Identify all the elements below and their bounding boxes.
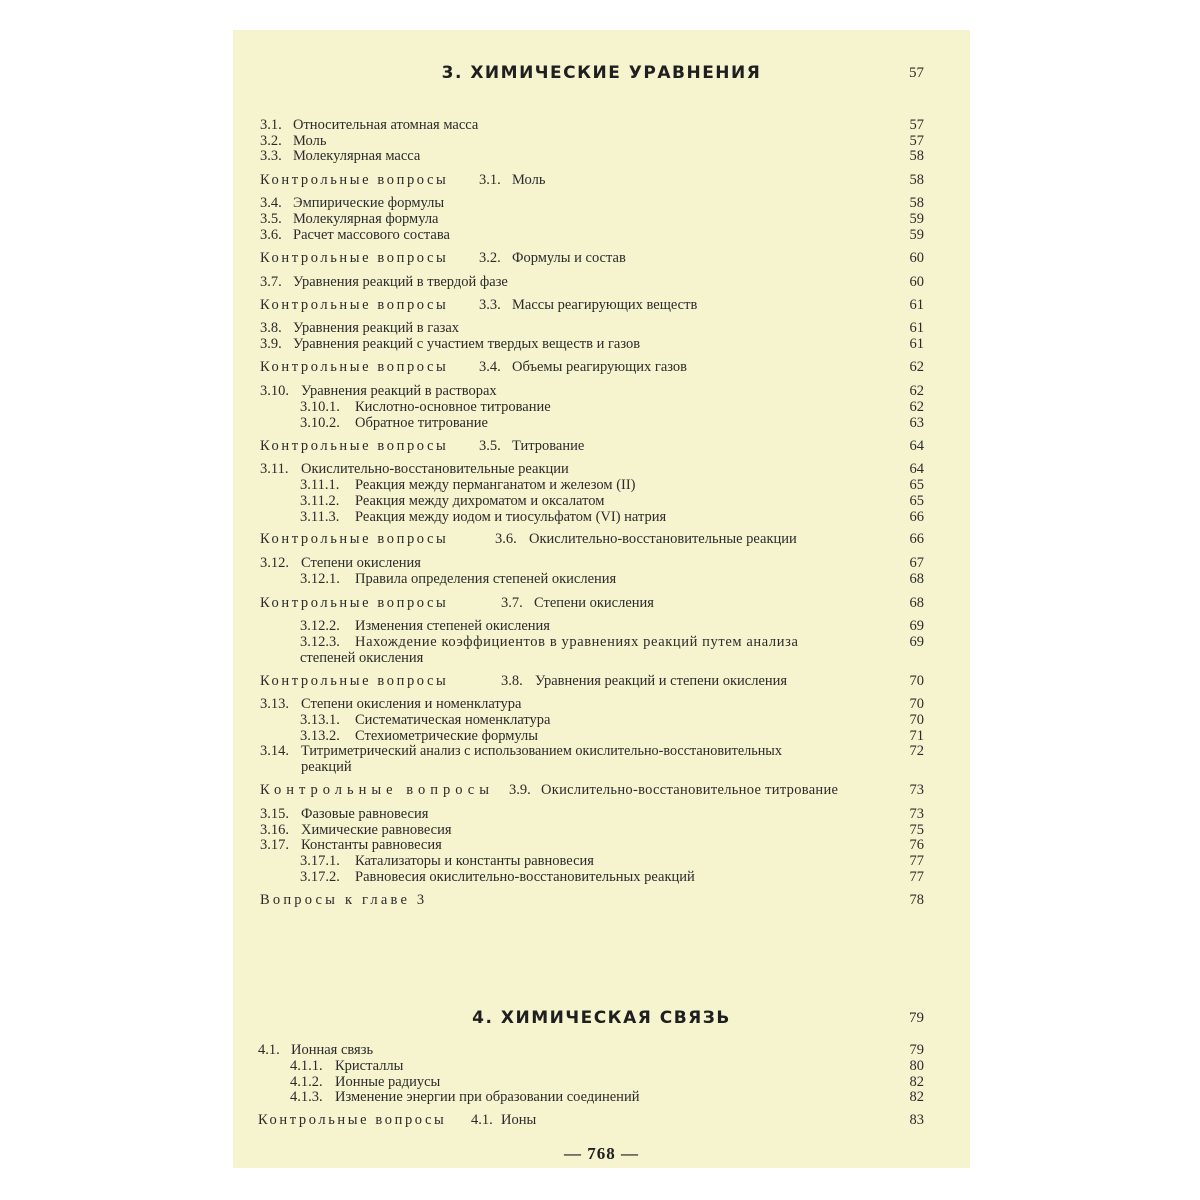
entry-title: Химические равновесия: [301, 822, 452, 838]
entry-number: 3.16.: [260, 822, 289, 838]
entry-page: 67: [909, 555, 924, 571]
entry-number: 4.1.2.: [290, 1074, 323, 1090]
entry-page: 77: [909, 853, 924, 869]
review-questions-label: Контрольные вопросы: [260, 673, 449, 689]
entry-page: 58: [909, 172, 924, 188]
entry-number: 3.12.: [260, 555, 289, 571]
review-questions-title: Моль: [512, 172, 546, 188]
toc-subentry: [233, 1089, 970, 1105]
entry-page: 82: [909, 1089, 924, 1105]
entry-number: 3.7.: [260, 274, 282, 290]
entry-title: Уравнения реакций в газах: [293, 320, 460, 336]
entry-number: 3.17.2.: [300, 869, 340, 885]
review-questions-number: 4.1.: [471, 1112, 493, 1128]
entry-page: 68: [909, 595, 924, 611]
review-questions-title: Ионы: [501, 1112, 537, 1128]
toc-entry: [233, 383, 970, 399]
toc-entry: [233, 461, 970, 477]
entry-page: 59: [909, 227, 924, 243]
entry-title: Молекулярная формула: [293, 211, 439, 227]
review-questions-entry: [233, 782, 970, 798]
chapter-heading: [233, 62, 970, 84]
entry-title: Моль: [293, 133, 327, 149]
entry-page: 70: [909, 696, 924, 712]
entry-page: 82: [909, 1074, 924, 1090]
entry-title: Фазовые равновесия: [301, 806, 429, 822]
chapter-title: 4. ХИМИЧЕСКАЯ СВЯЗЬ: [472, 1008, 731, 1028]
toc-subentry: [233, 1058, 970, 1074]
toc-entry: [233, 320, 970, 336]
entry-page: 61: [909, 320, 924, 336]
entry-title: Равновесия окислительно-восстановительных реакций: [355, 869, 695, 885]
entry-number: 3.10.1.: [300, 399, 340, 415]
toc-entry: [233, 555, 970, 571]
toc-entry: [233, 837, 970, 853]
entry-page: 71: [909, 728, 924, 744]
entry-number: 3.17.: [260, 837, 289, 853]
review-questions-entry: [233, 531, 970, 547]
toc-subentry: [233, 493, 970, 509]
review-questions-title: Окислительно-восстановительное титрование: [541, 782, 839, 798]
toc-subentry: [233, 477, 970, 493]
chapter-page-number: 57: [909, 65, 924, 81]
review-questions-title: Окислительно-восстановительные реакции: [529, 531, 797, 547]
entry-number: 3.15.: [260, 806, 289, 822]
entry-number: 3.4.: [260, 195, 282, 211]
entry-title: Изменения степеней окисления: [355, 618, 550, 634]
entry-title: Степени окисления и номенклатура: [301, 696, 522, 712]
entry-number: 3.10.2.: [300, 415, 340, 431]
entry-number: 3.12.3.: [300, 634, 340, 650]
entry-number: 3.11.1.: [300, 477, 340, 493]
chapter-heading: [233, 1007, 970, 1029]
entry-page: 73: [909, 782, 924, 798]
review-questions-number: 3.3.: [479, 297, 501, 313]
entry-page: 60: [909, 274, 924, 290]
review-questions-entry: [233, 673, 970, 689]
review-questions-number: 3.6.: [495, 531, 517, 547]
toc-entry: [233, 806, 970, 822]
entry-title: Кислотно-основное титрование: [355, 399, 551, 415]
book-page: [233, 30, 970, 1168]
entry-title: Нахождение коэффициентов в уравнениях реакций путем анализа: [355, 634, 799, 650]
toc-subentry: [233, 853, 970, 869]
toc-subentry: [233, 571, 970, 587]
toc-subentry: [233, 415, 970, 431]
entry-title: Обратное титрование: [355, 415, 488, 431]
toc-entry: [233, 227, 970, 243]
entry-number: 3.6.: [260, 227, 282, 243]
entry-number: 3.12.2.: [300, 618, 340, 634]
entry-page: 69: [909, 618, 924, 634]
toc-subentry-continuation: [233, 650, 970, 666]
review-questions-number: 3.5.: [479, 438, 501, 454]
entry-number: 3.14.: [260, 743, 289, 759]
review-questions-number: 3.1.: [479, 172, 501, 188]
entry-title: Стехиометрические формулы: [355, 728, 539, 744]
entry-number: 3.11.2.: [300, 493, 340, 509]
toc-entry: [233, 274, 970, 290]
review-questions-label: Контрольные вопросы: [260, 359, 449, 375]
toc-entry: [233, 822, 970, 838]
entry-page: 62: [909, 399, 924, 415]
toc-entry: [233, 696, 970, 712]
entry-page: 57: [909, 133, 924, 149]
entry-number: 3.1.: [260, 117, 282, 133]
entry-page: 78: [909, 892, 924, 908]
review-questions-label: Контрольные вопросы: [260, 250, 449, 266]
entry-title: Расчет массового состава: [293, 227, 450, 243]
entry-number: 3.3.: [260, 148, 282, 164]
entry-title-continuation: реакций: [301, 759, 352, 775]
entry-number: 3.5.: [260, 211, 282, 227]
toc-subentry: [233, 618, 970, 634]
chapter-page-number: 79: [909, 1010, 924, 1026]
review-questions-label: Контрольные вопросы: [260, 297, 449, 313]
toc-subentry: [233, 712, 970, 728]
chapter-questions-entry: [233, 892, 970, 908]
toc-entry: [233, 1042, 970, 1058]
review-questions-title: Титрование: [512, 438, 585, 454]
entry-number: 3.12.1.: [300, 571, 340, 587]
toc-subentry: [233, 869, 970, 885]
entry-title: Уравнения реакций в растворах: [301, 383, 497, 399]
review-questions-title: Массы реагирующих веществ: [512, 297, 698, 313]
review-questions-label: Контрольные вопросы: [260, 172, 449, 188]
entry-page: 60: [909, 250, 924, 266]
entry-page: 65: [909, 477, 924, 493]
review-questions-entry: [233, 359, 970, 375]
entry-number: 3.2.: [260, 133, 282, 149]
review-questions-number: 3.4.: [479, 359, 501, 375]
review-questions-label: Контрольные вопросы: [260, 531, 449, 547]
entry-number: 4.1.3.: [290, 1089, 323, 1105]
review-questions-entry: [233, 438, 970, 454]
entry-title: Уравнения реакций с участием твердых веществ и газов: [293, 336, 641, 352]
toc-entry: [233, 117, 970, 133]
toc-subentry: [233, 399, 970, 415]
entry-title: Реакция между дихроматом и оксалатом: [355, 493, 605, 509]
review-questions-number: 3.8.: [501, 673, 523, 689]
entry-page: 72: [909, 743, 924, 759]
review-questions-title: Уравнения реакций и степени окисления: [535, 673, 788, 689]
entry-title: Окислительно-восстановительные реакции: [301, 461, 569, 477]
entry-title: Молекулярная масса: [293, 148, 421, 164]
entry-page: 70: [909, 673, 924, 689]
entry-title: Ионная связь: [291, 1042, 374, 1058]
entry-page: 59: [909, 211, 924, 227]
entry-page: 75: [909, 822, 924, 838]
entry-page: 70: [909, 712, 924, 728]
review-questions-entry: [233, 172, 970, 188]
toc-entry: [233, 148, 970, 164]
entry-page: 61: [909, 297, 924, 313]
entry-number: 3.13.1.: [300, 712, 340, 728]
review-questions-label: Контрольные вопросы: [260, 782, 494, 798]
entry-page: 57: [909, 117, 924, 133]
entry-page: 58: [909, 195, 924, 211]
review-questions-entry: [233, 297, 970, 313]
entry-title: Константы равновесия: [301, 837, 442, 853]
review-questions-label: Контрольные вопросы: [260, 595, 449, 611]
entry-page: 58: [909, 148, 924, 164]
entry-title: Титриметрический анализ с использованием окислительно-восстановительных: [301, 743, 782, 759]
entry-page: 66: [909, 509, 924, 525]
entry-page: 76: [909, 837, 924, 853]
entry-title-continuation: степеней окисления: [300, 650, 424, 666]
review-questions-title: Объемы реагирующих газов: [512, 359, 688, 375]
entry-number: 3.8.: [260, 320, 282, 336]
toc-entry: [233, 133, 970, 149]
entry-page: 64: [909, 461, 924, 477]
toc-entry: [233, 211, 970, 227]
entry-page: 62: [909, 359, 924, 375]
toc-entry-continuation: [233, 759, 970, 775]
review-questions-entry: [233, 595, 970, 611]
entry-number: 3.9.: [260, 336, 282, 352]
entry-title: Уравнения реакций в твердой фазе: [293, 274, 508, 290]
chapter-questions-label: Вопросы к главе 3: [260, 892, 428, 908]
entry-page: 77: [909, 869, 924, 885]
entry-page: 83: [909, 1112, 924, 1128]
entry-title: Изменение энергии при образовании соединений: [335, 1089, 640, 1105]
entry-page: 68: [909, 571, 924, 587]
entry-title: Катализаторы и константы равновесия: [355, 853, 594, 869]
toc-subentry: [233, 509, 970, 525]
toc-subentry: [233, 634, 970, 650]
entry-title: Ионные радиусы: [335, 1074, 441, 1090]
entry-title: Эмпирические формулы: [293, 195, 445, 211]
entry-number: 3.11.: [260, 461, 289, 477]
toc-entry: [233, 195, 970, 211]
entry-page: 61: [909, 336, 924, 352]
entry-number: 3.10.: [260, 383, 289, 399]
chapter-title: 3. ХИМИЧЕСКИЕ УРАВНЕНИЯ: [441, 63, 762, 83]
entry-page: 64: [909, 438, 924, 454]
entry-title: Правила определения степеней окисления: [355, 571, 617, 587]
entry-number: 3.17.1.: [300, 853, 340, 869]
entry-number: 3.11.3.: [300, 509, 340, 525]
review-questions-title: Формулы и состав: [512, 250, 626, 266]
entry-title: Относительная атомная масса: [293, 117, 479, 133]
review-questions-title: Степени окисления: [534, 595, 654, 611]
entry-page: 73: [909, 806, 924, 822]
entry-number: 4.1.1.: [290, 1058, 323, 1074]
toc-subentry: [233, 1074, 970, 1090]
entry-title: Реакция между иодом и тиосульфатом (VI) натрия: [355, 509, 667, 525]
entry-title: Степени окисления: [301, 555, 421, 571]
entry-title: Систематическая номенклатура: [355, 712, 551, 728]
page-number-footer: — 768 —: [564, 1144, 639, 1163]
entry-page: 66: [909, 531, 924, 547]
review-questions-number: 3.7.: [501, 595, 523, 611]
toc-entry: [233, 743, 970, 759]
entry-page: 62: [909, 383, 924, 399]
entry-number: 4.1.: [258, 1042, 280, 1058]
entry-number: 3.13.2.: [300, 728, 340, 744]
review-questions-number: 3.9.: [509, 782, 531, 798]
review-questions-entry: [233, 1112, 970, 1128]
entry-page: 65: [909, 493, 924, 509]
review-questions-entry: [233, 250, 970, 266]
toc-subentry: [233, 728, 970, 744]
entry-page: 80: [909, 1058, 924, 1074]
entry-title: Кристаллы: [335, 1058, 404, 1074]
toc-entry: [233, 336, 970, 352]
review-questions-number: 3.2.: [479, 250, 501, 266]
entry-page: 79: [909, 1042, 924, 1058]
review-questions-label: Контрольные вопросы: [258, 1112, 447, 1128]
entry-number: 3.13.: [260, 696, 289, 712]
entry-page: 63: [909, 415, 924, 431]
review-questions-label: Контрольные вопросы: [260, 438, 449, 454]
entry-title: Реакция между перманганатом и железом (II): [355, 477, 636, 493]
entry-page: 69: [909, 634, 924, 650]
